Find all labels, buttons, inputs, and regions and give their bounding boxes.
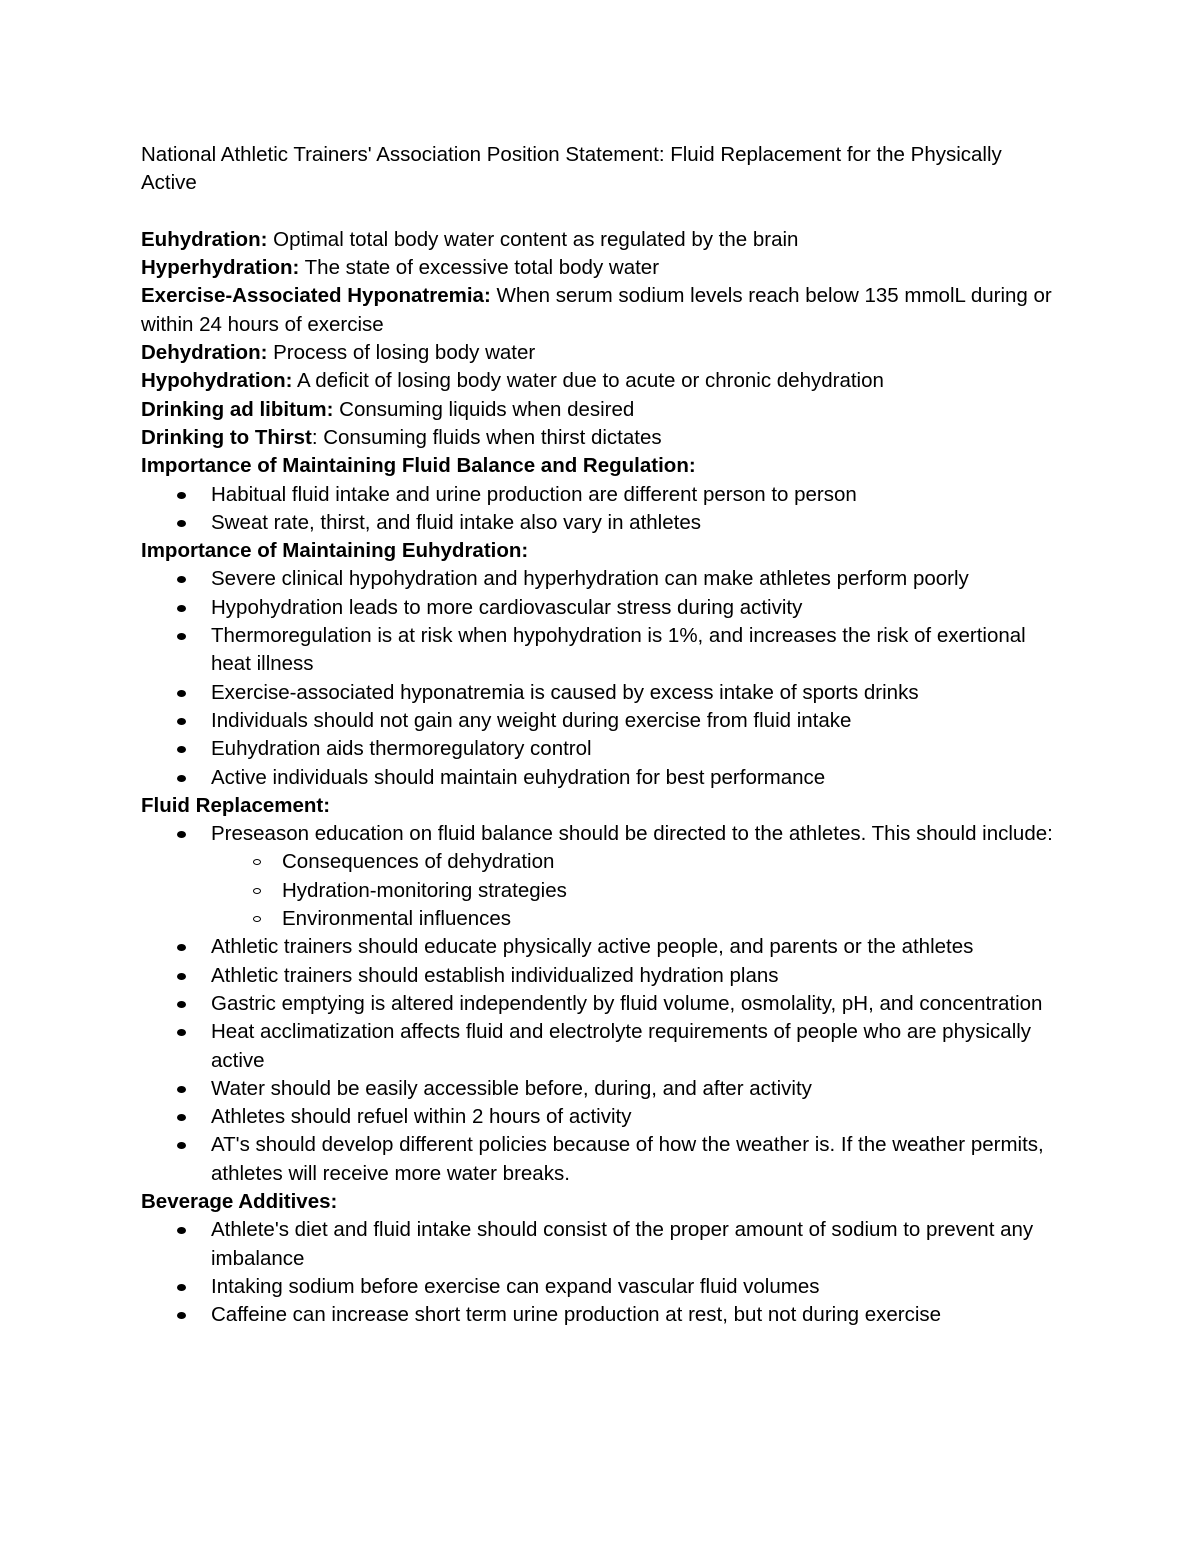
- list-item: [141, 820, 1061, 933]
- definition-drinking-to-thirst: [141, 424, 1061, 452]
- definition-text: A deficit of losing body water due to acute or chronic dehydration: [292, 369, 884, 393]
- list-item: [141, 594, 1061, 622]
- bullet-dot-icon: [177, 1029, 186, 1036]
- definition-text: The state of excessive total body water: [299, 256, 660, 280]
- bullet-list: [141, 565, 1061, 791]
- list-item: [141, 1216, 1061, 1273]
- bullet-dot-icon: [177, 718, 186, 725]
- list-item: [141, 933, 1061, 961]
- bullet-dot-icon: [177, 973, 186, 980]
- list-item: [141, 1131, 1061, 1188]
- section-fluid-replacement: [141, 792, 1061, 1188]
- section-beverage-additives: [141, 1188, 1061, 1329]
- section-heading: Importance of Maintaining Fluid Balance and Regulation:: [141, 454, 696, 478]
- list-item: [141, 679, 1061, 707]
- list-item-text: AT's should develop different policies because of how the weather is. If the weather permits, athletes will receive more water breaks.: [211, 1133, 1044, 1185]
- list-item-text: Intaking sodium before exercise can expand vascular fluid volumes: [211, 1274, 820, 1298]
- definition-text: Consuming liquids when desired: [333, 397, 635, 421]
- definitions-list: [141, 226, 1061, 452]
- definition-term: Hypohydration:: [141, 369, 293, 393]
- definition-hyperhydration: [141, 254, 1061, 282]
- list-item: [141, 962, 1061, 990]
- definition-text: : Consuming fluids when thirst dictates: [311, 425, 662, 449]
- list-item-text: Athletic trainers should educate physically active people, and parents or the athletes: [211, 935, 974, 959]
- list-item: [141, 1103, 1061, 1131]
- list-item-text: Euhydration aids thermoregulatory control: [211, 737, 592, 761]
- bullet-circle-icon: [253, 859, 261, 865]
- section-heading: Importance of Maintaining Euhydration:: [141, 539, 529, 563]
- list-item: [141, 1301, 1061, 1329]
- bullet-dot-icon: [177, 746, 186, 753]
- list-item: [141, 707, 1061, 735]
- list-item-text: Sweat rate, thirst, and fluid intake also vary in athletes: [211, 510, 701, 534]
- bullet-list: [141, 481, 1061, 538]
- bullet-dot-icon: [177, 1284, 186, 1291]
- definition-term: Hyperhydration:: [141, 256, 300, 280]
- list-item: [141, 1273, 1061, 1301]
- list-item: [141, 1018, 1061, 1075]
- bullet-list: [141, 1216, 1061, 1329]
- sub-list-item-text: Consequences of dehydration: [282, 850, 555, 874]
- definition-text: When serum sodium levels reach below 135 mmolL during or within 24 hours of exercise: [141, 284, 1052, 336]
- definition-euhydration: [141, 226, 1061, 254]
- list-item-text: Athlete's diet and fluid intake should consist of the proper amount of sodium to prevent any imbalance: [211, 1218, 1034, 1270]
- sub-bullet-list: [211, 848, 1061, 933]
- bullet-list: [141, 820, 1061, 1188]
- document-body: [141, 141, 1061, 1329]
- definition-term: Drinking ad libitum:: [141, 397, 334, 421]
- bullet-dot-icon: [177, 1227, 186, 1234]
- list-item-text: Caffeine can increase short term urine production at rest, but not during exercise: [211, 1303, 942, 1327]
- list-item-text: Habitual fluid intake and urine production are different person to person: [211, 482, 857, 506]
- list-item-text: Gastric emptying is altered independently by fluid volume, osmolality, pH, and concentration: [211, 991, 1043, 1015]
- section-fluid-balance: [141, 452, 1061, 537]
- bullet-circle-icon: [253, 888, 261, 894]
- list-item: [141, 622, 1061, 679]
- definition-ad-libitum: [141, 396, 1061, 424]
- bullet-dot-icon: [177, 1086, 186, 1093]
- section-euhydration: [141, 537, 1061, 792]
- definition-hypohydration: [141, 367, 1061, 395]
- bullet-dot-icon: [177, 1001, 186, 1008]
- list-item: [141, 764, 1061, 792]
- list-item: [141, 990, 1061, 1018]
- definition-term: Exercise-Associated Hyponatremia:: [141, 284, 491, 308]
- list-item-text: Severe clinical hypohydration and hyperhydration can make athletes perform poorly: [211, 567, 969, 591]
- bullet-dot-icon: [177, 520, 186, 527]
- document-title: National Athletic Trainers' Association Position Statement: Fluid Replacement for the Physically Active: [141, 143, 1002, 195]
- bullet-circle-icon: [253, 916, 261, 922]
- list-item-text: Exercise-associated hyponatremia is caused by excess intake of sports drinks: [211, 680, 919, 704]
- bullet-dot-icon: [177, 633, 186, 640]
- list-item-text: Individuals should not gain any weight during exercise from fluid intake: [211, 708, 852, 732]
- bullet-dot-icon: [177, 576, 186, 583]
- bullet-dot-icon: [177, 775, 186, 782]
- bullet-dot-icon: [177, 1312, 186, 1319]
- sub-list-item-text: Environmental influences: [282, 907, 512, 931]
- list-item-text: Water should be easily accessible before, during, and after activity: [211, 1076, 812, 1100]
- bullet-dot-icon: [177, 690, 186, 697]
- definition-text: Process of losing body water: [267, 341, 536, 365]
- list-item-text: Thermoregulation is at risk when hypohydration is 1%, and increases the risk of exertional heat illness: [211, 624, 1026, 676]
- definition-text: Optimal total body water content as regulated by the brain: [267, 227, 799, 251]
- list-item-text: Athletic trainers should establish individualized hydration plans: [211, 963, 779, 987]
- bullet-dot-icon: [177, 492, 186, 499]
- bullet-dot-icon: [177, 944, 186, 951]
- bullet-dot-icon: [177, 1142, 186, 1149]
- bullet-dot-icon: [177, 831, 186, 838]
- section-heading: Beverage Additives:: [141, 1189, 338, 1213]
- list-item: [141, 1075, 1061, 1103]
- definition-hyponatremia: [141, 282, 1061, 339]
- definition-term: Drinking to Thirst: [141, 425, 312, 449]
- section-heading: Fluid Replacement:: [141, 793, 331, 817]
- list-item: [141, 565, 1061, 593]
- list-item-text: Heat acclimatization affects fluid and electrolyte requirements of people who are physically active: [211, 1020, 1032, 1072]
- list-item: [141, 509, 1061, 537]
- bullet-dot-icon: [177, 605, 186, 612]
- definition-term: Euhydration:: [141, 227, 268, 251]
- list-item-text: Preseason education on fluid balance should be directed to the athletes. This should include:: [211, 822, 1053, 846]
- definition-term: Dehydration:: [141, 341, 268, 365]
- sub-list-item: [211, 905, 1061, 933]
- list-item-text: Active individuals should maintain euhydration for best performance: [211, 765, 826, 789]
- list-item-text: Athletes should refuel within 2 hours of activity: [211, 1105, 632, 1129]
- list-item-text: Hypohydration leads to more cardiovascular stress during activity: [211, 595, 803, 619]
- sub-list-item: [211, 877, 1061, 905]
- list-item: [141, 481, 1061, 509]
- sub-list-item-text: Hydration-monitoring strategies: [282, 878, 567, 902]
- bullet-dot-icon: [177, 1114, 186, 1121]
- sub-list-item: [211, 848, 1061, 876]
- list-item: [141, 735, 1061, 763]
- definition-dehydration: [141, 339, 1061, 367]
